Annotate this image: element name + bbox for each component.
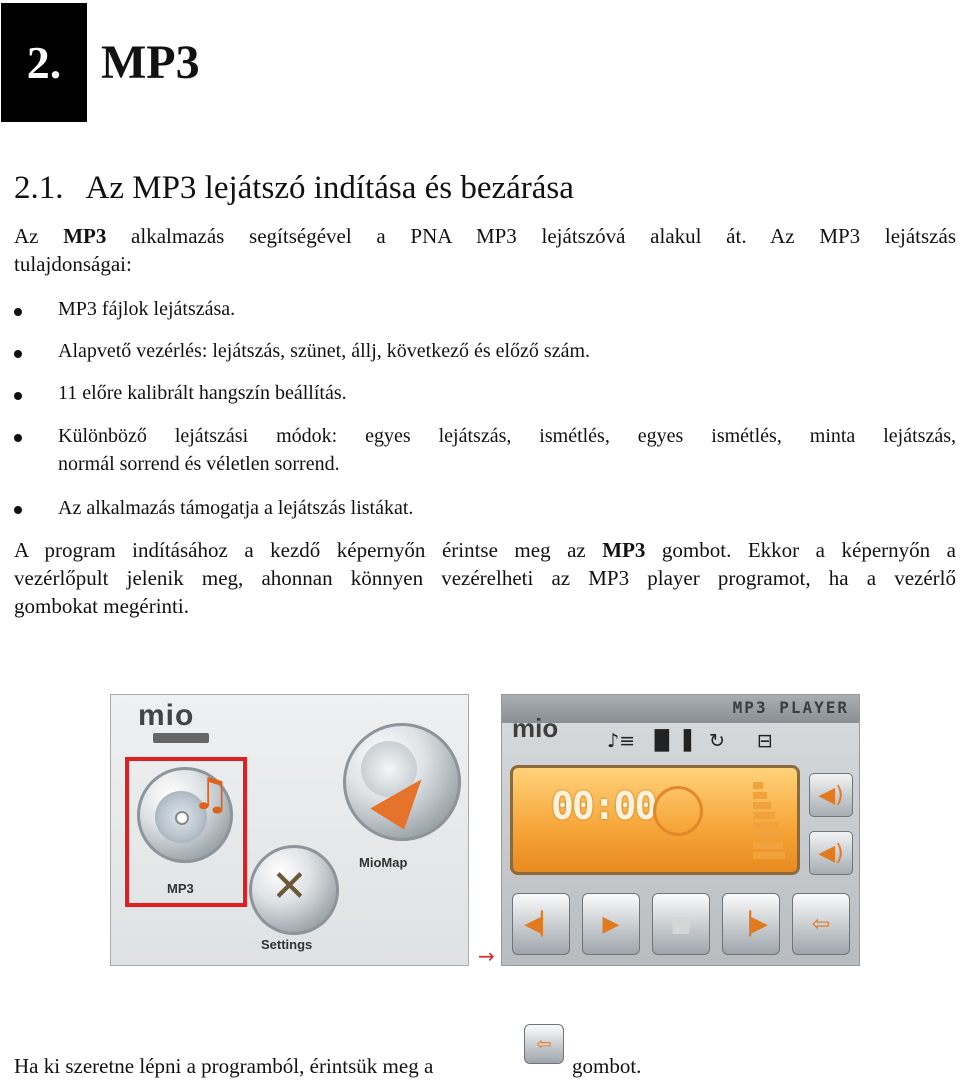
miomap-button-label: MioMap (359, 855, 408, 870)
mio-logo: mio (138, 699, 195, 732)
chapter-title: MP3 (101, 36, 200, 89)
intro-bold: MP3 (63, 224, 107, 248)
instruction-bold: MP3 (602, 538, 646, 562)
stop-button[interactable]: ■ (652, 893, 710, 955)
bullet-item: Alapvető vezérlés: lejátszás, szünet, állj, következő és előző szám. (58, 340, 591, 362)
section-number: 2.1. (14, 170, 64, 206)
intro-line-1 (14, 222, 956, 250)
instruction-line-1 (14, 536, 956, 564)
intro-text: Az (14, 224, 64, 248)
arrow-icon: → (478, 944, 495, 968)
player-display (510, 765, 800, 875)
bullet-dot (14, 308, 22, 316)
playlist-icon[interactable]: ♪≡ (606, 730, 636, 752)
bullet-item: MP3 fájlok lejátszása. (58, 298, 236, 320)
bullet-item-continuation: normál sorrend és véletlen sorrend. (58, 453, 340, 475)
tools-icon: ✕ (271, 861, 308, 912)
launcher-screenshot (110, 694, 469, 966)
cd-icon (653, 786, 703, 836)
mode-icon[interactable]: ⊟ (757, 730, 773, 752)
mio-logo: mio (512, 713, 559, 743)
instruction-line-3: gombokat megérinti. (14, 594, 189, 618)
bullet-dot (14, 392, 22, 400)
music-note-icon: ♫ (191, 769, 231, 820)
mp3-button-label: MP3 (167, 881, 194, 896)
bullet-item: Különböző lejátszási módok: egyes lejátszás, ismétlés, egyes ismétlés, minta lejátszás, (58, 425, 956, 447)
volume-down-button[interactable]: ◀) (809, 831, 853, 875)
volume-up-button[interactable]: ◀) (809, 773, 853, 817)
instruction-line-2: vezérlőpult jelenik meg, ahonnan könnyen vezérelheti az MP3 player programot, ha a vezérlő (14, 566, 956, 590)
bullet-item: 11 előre kalibrált hangszín beállítás. (58, 382, 347, 404)
equalizer-icon[interactable]: ▐▌▐ (647, 730, 691, 752)
intro-line-2: tulajdonságai: (14, 252, 132, 276)
previous-button[interactable]: ◀▏ (512, 893, 570, 955)
exit-button-icon: ⇦ (524, 1024, 564, 1064)
bullet-dot (14, 434, 22, 442)
footer-text: Ha ki szeretne lépni a programból, érintsük meg a (14, 1054, 434, 1078)
section-title-text: Az MP3 lejátszó indítása és bezárása (85, 170, 574, 206)
mp3-highlight-frame (125, 757, 247, 907)
instruction-text-2: gombot. Ekkor a képernyőn a (645, 538, 956, 562)
section-title (14, 166, 574, 210)
repeat-icon[interactable]: ↻ (709, 730, 725, 752)
player-title: MP3 PLAYER (732, 698, 849, 717)
bullet-dot (14, 350, 22, 358)
exit-button[interactable]: ⇦ (792, 893, 850, 955)
bullet-item: Az alkalmazás támogatja a lejátszás listákat. (58, 497, 414, 519)
play-button[interactable]: ▶ (582, 893, 640, 955)
next-button[interactable]: ▕▶ (722, 893, 780, 955)
intro-text-2: alkalmazás segítségével a PNA MP3 lejátszóvá alakul át. Az MP3 lejátszás (106, 224, 956, 248)
footer-text-end: gombot. (572, 1054, 642, 1078)
chapter-number: 2. (1, 3, 87, 122)
mp3-player-screenshot (501, 694, 860, 966)
level-meter (753, 782, 787, 868)
bullet-dot (14, 506, 22, 514)
instruction-text: A program indításához a kezdő képernyőn érintse meg az (14, 538, 603, 562)
mio-logo-tag (153, 733, 209, 743)
settings-button-label: Settings (261, 937, 313, 952)
time-readout: 00:00 (551, 784, 656, 828)
